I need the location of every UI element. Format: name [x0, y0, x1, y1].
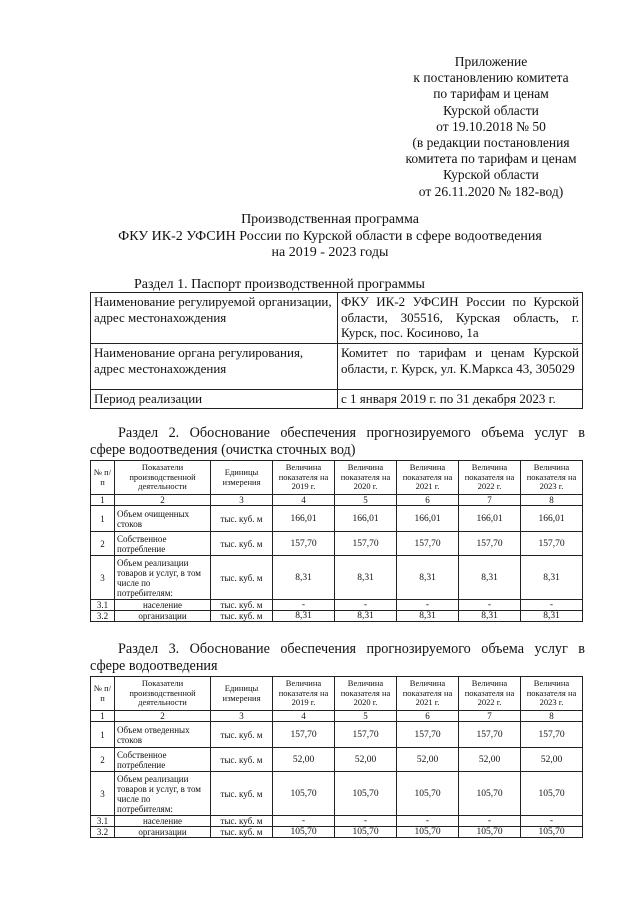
table-row [91, 827, 583, 838]
row-unit: тыс. куб. м [211, 532, 273, 556]
col-number-row [91, 495, 583, 506]
passport-label: Наименование регулируемой организации, адрес местонахождения [91, 293, 338, 344]
row-value: 8,31 [273, 556, 335, 600]
row-value: 8,31 [273, 611, 335, 622]
row-value: 8,31 [335, 611, 397, 622]
row-value: 166,01 [521, 506, 583, 532]
section2-title [90, 425, 585, 459]
col-number: 4 [273, 495, 335, 506]
row-value: 8,31 [459, 556, 521, 600]
title-line: ФКУ ИК-2 УФСИН России по Курской области в сфере водоотведения [118, 228, 542, 244]
row-name: организации [115, 827, 211, 838]
row-value: 157,70 [273, 722, 335, 748]
row-num: 3.2 [91, 827, 115, 838]
row-value: 157,70 [273, 532, 335, 556]
row-num: 2 [91, 532, 115, 556]
col-header-indicators: Показатели производственной деятельности [115, 677, 211, 711]
row-value: - [459, 600, 521, 611]
row-value: 166,01 [335, 506, 397, 532]
section1-title: Раздел 1. Паспорт производственной программы [134, 277, 425, 292]
row-num: 1 [91, 722, 115, 748]
col-number: 3 [211, 711, 273, 722]
approval-line: Курской области [443, 102, 539, 118]
approval-line: (в редакции постановления [412, 135, 570, 151]
passport-label: Период реализации [91, 390, 338, 409]
col-header-year: Величина показателя на 2022 г. [459, 677, 521, 711]
col-number: 4 [273, 711, 335, 722]
row-unit: тыс. куб. м [211, 748, 273, 772]
col-header-indicators: Показатели производственной деятельности [115, 461, 211, 495]
row-value: 157,70 [335, 532, 397, 556]
row-value: 52,00 [273, 748, 335, 772]
col-number: 1 [91, 495, 115, 506]
col-number: 8 [521, 711, 583, 722]
col-number: 8 [521, 495, 583, 506]
row-value: 157,70 [521, 532, 583, 556]
approval-line: от 26.11.2020 № 182-вод) [418, 183, 564, 199]
passport-table [90, 292, 583, 409]
approval-block [396, 54, 586, 200]
table-row [91, 344, 583, 390]
passport-value: с 1 января 2019 г. по 31 декабря 2023 г. [338, 390, 583, 409]
row-value: - [459, 816, 521, 827]
row-value: 166,01 [273, 506, 335, 532]
row-value: 105,70 [273, 772, 335, 816]
table-row [91, 772, 583, 816]
section3-table [90, 676, 583, 838]
row-value: 105,70 [521, 827, 583, 838]
row-value: - [335, 600, 397, 611]
approval-line: по тарифам и ценам [433, 86, 549, 102]
header-row [91, 677, 583, 711]
row-value: 105,70 [397, 772, 459, 816]
col-header-num: № п/п [91, 461, 115, 495]
row-value: 8,31 [397, 556, 459, 600]
row-unit: тыс. куб. м [211, 556, 273, 600]
row-unit: тыс. куб. м [211, 611, 273, 622]
passport-value: ФКУ ИК-2 УФСИН России по Курской области, 305516, Курская область, г. Курск, пос. Косиново, 1а [338, 293, 583, 344]
row-num: 3.1 [91, 816, 115, 827]
passport-label: Наименование органа регулирования, адрес местонахождения [91, 344, 338, 390]
col-header-year: Величина показателя на 2019 г. [273, 461, 335, 495]
row-value: 52,00 [397, 748, 459, 772]
col-number: 7 [459, 495, 521, 506]
row-value: 105,70 [335, 827, 397, 838]
row-num: 3.1 [91, 600, 115, 611]
row-value: 157,70 [459, 722, 521, 748]
row-value: 8,31 [521, 611, 583, 622]
section2-table [90, 460, 583, 622]
row-name: организации [115, 611, 211, 622]
row-value: 8,31 [459, 611, 521, 622]
row-num: 3 [91, 772, 115, 816]
table-row [91, 611, 583, 622]
row-value: - [521, 600, 583, 611]
approval-line: от 19.10.2018 № 50 [436, 118, 546, 134]
row-name: Собственное потребление [115, 532, 211, 556]
row-name: население [115, 600, 211, 611]
passport-value: Комитет по тарифам и ценам Курской области, г. Курск, ул. К.Маркса 43, 305029 [338, 344, 583, 390]
col-header-units: Единицы измерения [211, 677, 273, 711]
row-value: - [397, 600, 459, 611]
row-value: 105,70 [273, 827, 335, 838]
col-number: 7 [459, 711, 521, 722]
row-unit: тыс. куб. м [211, 816, 273, 827]
col-header-units: Единицы измерения [211, 461, 273, 495]
row-value: - [397, 816, 459, 827]
title-line: на 2019 - 2023 годы [271, 245, 389, 260]
col-header-year: Величина показателя на 2023 г. [521, 461, 583, 495]
row-value: 52,00 [459, 748, 521, 772]
col-number: 2 [115, 711, 211, 722]
table-row [91, 390, 583, 409]
section2-title-line1: Раздел 2. Обоснование обеспечения прогнозируемого объема услуг в [118, 425, 585, 441]
row-value: 157,70 [397, 722, 459, 748]
row-value: 8,31 [397, 611, 459, 622]
row-value: 8,31 [335, 556, 397, 600]
col-header-year: Величина показателя на 2020 г. [335, 461, 397, 495]
row-name: население [115, 816, 211, 827]
col-header-year: Величина показателя на 2021 г. [397, 461, 459, 495]
row-unit: тыс. куб. м [211, 722, 273, 748]
section3-title-line1: Раздел 3. Обоснование обеспечения прогнозируемого объема услуг в [118, 641, 585, 657]
row-name: Собственное потребление [115, 748, 211, 772]
row-value: 105,70 [459, 772, 521, 816]
row-unit: тыс. куб. м [211, 506, 273, 532]
row-value: - [521, 816, 583, 827]
col-number: 6 [397, 495, 459, 506]
row-value: - [273, 600, 335, 611]
row-value: 157,70 [335, 722, 397, 748]
section3-title [90, 641, 585, 675]
col-number-row [91, 711, 583, 722]
row-value: 166,01 [397, 506, 459, 532]
row-value: 157,70 [521, 722, 583, 748]
col-number: 3 [211, 495, 273, 506]
approval-line: к постановлению комитета [413, 70, 569, 86]
document-title [60, 212, 600, 262]
row-name: Объем очищенных стоков [115, 506, 211, 532]
row-value: 52,00 [335, 748, 397, 772]
row-value: 52,00 [521, 748, 583, 772]
col-header-year: Величина показателя на 2023 г. [521, 677, 583, 711]
approval-line: Курской области [443, 167, 539, 183]
row-name: Объем реализации товаров и услуг, в том числе по потребителям: [115, 772, 211, 816]
table-row [91, 506, 583, 532]
title-line: Производственная программа [241, 212, 419, 227]
row-unit: тыс. куб. м [211, 827, 273, 838]
table-row [91, 722, 583, 748]
approval-line: комитета по тарифам и ценам [405, 151, 577, 167]
section3-title-line2: сфере водоотведения [90, 658, 218, 674]
table-row [91, 293, 583, 344]
col-number: 5 [335, 495, 397, 506]
row-num: 3 [91, 556, 115, 600]
table-row [91, 816, 583, 827]
col-header-year: Величина показателя на 2021 г. [397, 677, 459, 711]
row-value: 157,70 [397, 532, 459, 556]
col-number: 5 [335, 711, 397, 722]
row-value: 105,70 [459, 827, 521, 838]
row-name: Объем реализации товаров и услуг, в том числе по потребителям: [115, 556, 211, 600]
col-number: 1 [91, 711, 115, 722]
row-value: 8,31 [521, 556, 583, 600]
row-unit: тыс. куб. м [211, 600, 273, 611]
col-number: 2 [115, 495, 211, 506]
row-name: Объем отведенных стоков [115, 722, 211, 748]
row-num: 1 [91, 506, 115, 532]
section2-title-line2: сфере водоотведения (очистка сточных вод) [90, 442, 356, 458]
row-value: 105,70 [335, 772, 397, 816]
col-header-year: Величина показателя на 2020 г. [335, 677, 397, 711]
table-row [91, 748, 583, 772]
header-row [91, 461, 583, 495]
row-value: 105,70 [521, 772, 583, 816]
row-unit: тыс. куб. м [211, 772, 273, 816]
row-value: 105,70 [397, 827, 459, 838]
table-row [91, 600, 583, 611]
row-value: - [273, 816, 335, 827]
col-header-year: Величина показателя на 2022 г. [459, 461, 521, 495]
row-value: 166,01 [459, 506, 521, 532]
col-header-num: № п/п [91, 677, 115, 711]
row-num: 3.2 [91, 611, 115, 622]
col-header-year: Величина показателя на 2019 г. [273, 677, 335, 711]
row-num: 2 [91, 748, 115, 772]
table-row [91, 556, 583, 600]
table-row [91, 532, 583, 556]
col-number: 6 [397, 711, 459, 722]
row-value: - [335, 816, 397, 827]
approval-line: Приложение [454, 54, 528, 69]
row-value: 157,70 [459, 532, 521, 556]
